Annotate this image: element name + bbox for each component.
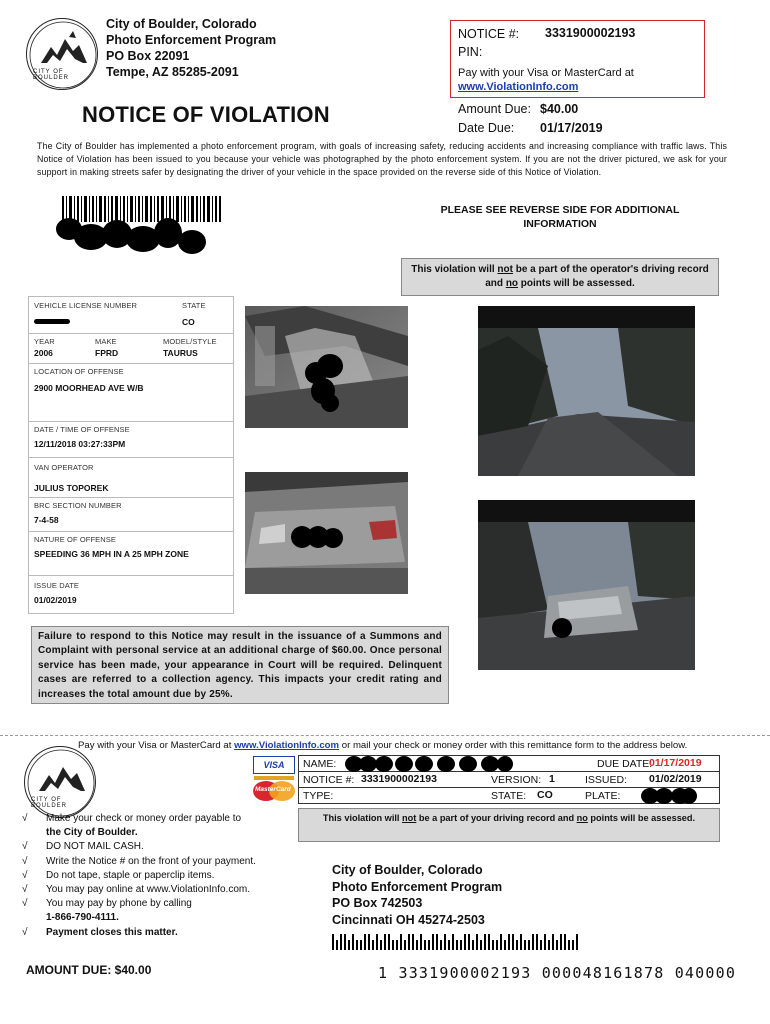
points-note bbox=[401, 258, 719, 296]
city-seal-logo bbox=[26, 18, 98, 90]
instruction-text: the City of Boulder. bbox=[46, 827, 138, 839]
instruction-item bbox=[22, 926, 278, 940]
intro-paragraph: The City of Boulder has implemented a photo enforcement program, with goals of increasing safety, reducing accidents and increasing compliance with traffic laws. This Notice of Violation has been issued to you because your vehicle was photographed by the photo enforcement system. If you are not the driver pictured, we ask for your support in making streets safer by designating the driver of your vehicle in the space provided on the reverse side of this Notice of Violation. bbox=[37, 141, 727, 177]
year-label: YEAR bbox=[34, 337, 55, 346]
instruction-item bbox=[22, 812, 278, 826]
points-note-no: no bbox=[505, 278, 519, 289]
scene-photo-1 bbox=[478, 306, 695, 476]
payment-instructions bbox=[22, 812, 278, 940]
remit-pay-text-2: or mail your check or money order with this remittance form to the address below. bbox=[339, 740, 688, 751]
remit-points-text-2: be a part of your driving record and bbox=[416, 813, 577, 823]
seal-text: CITY OF BOULDER bbox=[33, 69, 70, 81]
remit-info-table bbox=[298, 755, 720, 804]
remit-address-line: PO Box 742503 bbox=[332, 896, 423, 910]
instruction-text: Write the Notice # on the front of your payment. bbox=[46, 855, 256, 867]
remit-pay-instructions bbox=[78, 740, 687, 751]
state-value: CO bbox=[182, 317, 195, 327]
brc-label: BRC SECTION NUMBER bbox=[34, 501, 122, 510]
remit-version-label: VERSION: bbox=[491, 774, 542, 786]
points-note-text-2: be a part of the operator's driving record and bbox=[485, 264, 709, 289]
redacted-plate bbox=[34, 319, 70, 324]
visa-stripe bbox=[254, 776, 294, 780]
remit-state-value: CO bbox=[537, 789, 553, 801]
instruction-text: 1-866-790-4111. bbox=[46, 912, 119, 924]
remit-points-not: not bbox=[402, 813, 417, 823]
tear-line bbox=[0, 735, 770, 736]
pay-online-link[interactable]: www.ViolationInfo.com bbox=[458, 81, 579, 93]
notice-number: 3331900002193 bbox=[545, 26, 636, 40]
instruction-item bbox=[22, 883, 278, 897]
remit-points-note bbox=[298, 808, 720, 842]
remit-points-no: no bbox=[576, 813, 588, 823]
notice-box bbox=[450, 20, 705, 98]
location-label: LOCATION OF OFFENSE bbox=[34, 367, 124, 376]
remit-address-line: Photo Enforcement Program bbox=[332, 879, 503, 894]
check-mark-icon: √ bbox=[22, 898, 28, 910]
remit-address-line: Cincinnati OH 45274-2503 bbox=[332, 912, 485, 927]
nature-value: SPEEDING 36 MPH IN A 25 MPH ZONE bbox=[34, 549, 189, 559]
nature-label: NATURE OF OFFENSE bbox=[34, 535, 116, 544]
instruction-text: Payment closes this matter. bbox=[46, 926, 178, 938]
remit-due-date-label: DUE DATE: bbox=[597, 758, 653, 770]
plate-photo bbox=[245, 472, 408, 594]
remit-state-label: STATE: bbox=[491, 790, 527, 802]
amount-due-label: Amount Due: bbox=[458, 102, 531, 116]
ocr-scan-line: 1 3331900002193 000048161878 040000 bbox=[378, 964, 737, 982]
warning-box: Failure to respond to this Notice may result in the issuance of a Summons and Complaint with personal service at an additional charge of $60.00. Once personal service has been made, your appearance in Court will be required. Delinquent cases are referred to a collection agency. This impacts your credit rating and increases the total amount due by 25%. bbox=[31, 626, 449, 704]
remit-type-label: TYPE: bbox=[303, 790, 334, 802]
date-due-value: 01/17/2019 bbox=[540, 121, 603, 135]
datetime-label: DATE / TIME OF OFFENSE bbox=[34, 425, 130, 434]
agency-city: Tempe, AZ 85285-2091 bbox=[106, 65, 239, 79]
instruction-item bbox=[22, 869, 278, 883]
scene-photo-2 bbox=[478, 500, 695, 670]
make-label: MAKE bbox=[95, 337, 117, 346]
check-mark-icon: √ bbox=[22, 813, 28, 824]
instruction-text: Make your check or money order payable to bbox=[46, 813, 242, 824]
instruction-item bbox=[22, 826, 278, 840]
remit-notice-label: NOTICE #: bbox=[303, 774, 355, 786]
remit-address bbox=[332, 862, 502, 928]
instruction-item bbox=[22, 840, 278, 854]
issue-date-value: 01/02/2019 bbox=[34, 595, 77, 605]
brc-value: 7-4-58 bbox=[34, 515, 59, 525]
instruction-item bbox=[22, 911, 278, 925]
model-label: MODEL/STYLE bbox=[163, 337, 217, 346]
remit-pay-text: Pay with your Visa or MasterCard at bbox=[78, 740, 235, 751]
page-title: NOTICE OF VIOLATION bbox=[82, 102, 330, 127]
state-label: STATE bbox=[182, 301, 206, 310]
notice-number-label: NOTICE #: bbox=[458, 27, 520, 41]
remit-notice-value: 3331900002193 bbox=[361, 773, 437, 785]
remit-address-line: City of Boulder, Colorado bbox=[332, 863, 483, 877]
check-mark-icon: √ bbox=[22, 841, 28, 853]
mastercard-text: MasterCard bbox=[255, 786, 291, 793]
date-due-label: Date Due: bbox=[458, 121, 515, 135]
driver-photo bbox=[245, 306, 408, 428]
remit-points-text-1: This violation will bbox=[322, 813, 403, 823]
remit-plate-label: PLATE: bbox=[585, 790, 621, 802]
city-seal-logo-remit bbox=[24, 746, 96, 818]
pay-instructions: Pay with your Visa or MasterCard at bbox=[458, 67, 634, 79]
check-mark-icon: √ bbox=[22, 884, 28, 896]
model-value: TAURUS bbox=[163, 348, 198, 358]
year-value: 2006 bbox=[34, 348, 53, 358]
redacted-name bbox=[345, 756, 513, 772]
violation-details bbox=[28, 296, 234, 614]
location-value: 2900 MOORHEAD AVE W/B bbox=[34, 383, 144, 393]
pin-label: PIN: bbox=[458, 45, 483, 59]
remit-name-label: NAME: bbox=[303, 758, 337, 770]
reverse-side-note: PLEASE SEE REVERSE SIDE FOR ADDITIONAL INFORMATION bbox=[440, 204, 680, 230]
remit-pay-link[interactable]: www.ViolationInfo.com bbox=[234, 740, 340, 751]
remit-issued-label: ISSUED: bbox=[585, 774, 628, 786]
operator-value: JULIUS TOPOREK bbox=[34, 483, 109, 493]
agency-pobox: PO Box 22091 bbox=[106, 49, 190, 63]
agency-name: City of Boulder, Colorado bbox=[106, 17, 257, 31]
agency-program: Photo Enforcement Program bbox=[106, 33, 277, 47]
instruction-text: Do not tape, staple or paperclip items. bbox=[46, 869, 215, 881]
issue-date-label: ISSUE DATE bbox=[34, 581, 80, 590]
instruction-item bbox=[22, 897, 278, 911]
instruction-text: You may pay by phone by calling bbox=[46, 898, 192, 910]
seal-text-remit: CITY OF BOULDER bbox=[31, 797, 68, 809]
visa-logo: VISA bbox=[253, 756, 295, 774]
amount-due-value: $40.00 bbox=[540, 102, 579, 116]
points-note-text-3: points will be assessed. bbox=[518, 278, 635, 289]
instruction-text: DO NOT MAIL CASH. bbox=[46, 841, 144, 853]
plate-label: VEHICLE LICENSE NUMBER bbox=[34, 301, 138, 310]
instruction-item bbox=[22, 855, 278, 869]
points-note-not: not bbox=[497, 264, 513, 275]
check-mark-icon: √ bbox=[22, 869, 28, 881]
remit-issued-value: 01/02/2019 bbox=[649, 773, 702, 785]
remit-points-text-3: points will be assessed. bbox=[587, 813, 696, 823]
return-address bbox=[106, 16, 276, 80]
datetime-value: 12/11/2018 03:27:33PM bbox=[34, 439, 126, 449]
make-value: FPRD bbox=[95, 348, 119, 358]
check-mark-icon: √ bbox=[22, 855, 28, 867]
mastercard-logo bbox=[253, 781, 295, 801]
check-mark-icon: √ bbox=[22, 926, 28, 938]
postal-barcode bbox=[332, 934, 592, 950]
points-note-text-1: This violation will bbox=[411, 264, 498, 275]
operator-label: VAN OPERATOR bbox=[34, 463, 94, 472]
instruction-text: You may pay online at www.ViolationInfo.com. bbox=[46, 884, 251, 896]
remit-version-value: 1 bbox=[549, 773, 555, 785]
amount-due-footer: AMOUNT DUE: $40.00 bbox=[26, 963, 152, 977]
redacted-plate-remit bbox=[641, 788, 697, 804]
remit-due-date-value: 01/17/2019 bbox=[649, 757, 702, 769]
redacted-address bbox=[56, 214, 208, 258]
